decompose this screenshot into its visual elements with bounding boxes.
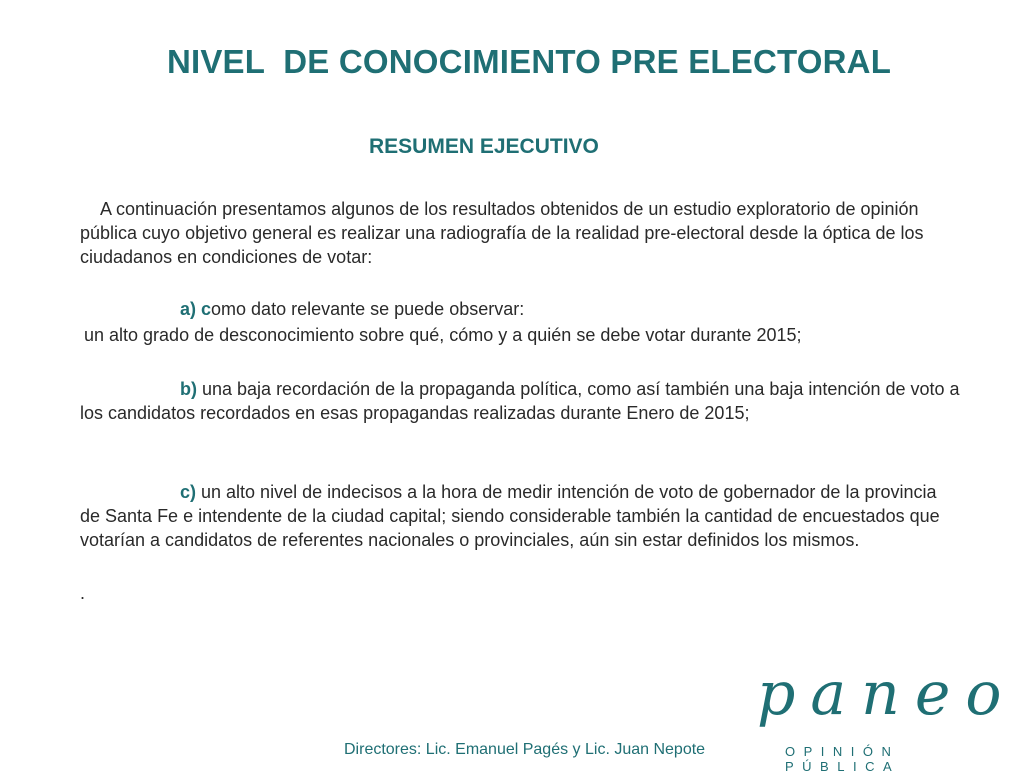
trailing-dot: .	[80, 583, 86, 603]
point-b-text: una baja recordación de la propaganda política, como así también una baja intención de voto a los candidatos recordados en esas propagandas realizadas durante Enero de 2015;	[80, 379, 960, 423]
point-b-paragraph	[80, 377, 960, 425]
point-a-lead-text: omo dato relevante se puede observar:	[211, 299, 525, 319]
paneo-logo-tagline: OPINIÓN PÚBLICA	[785, 744, 901, 774]
point-a-lead	[80, 297, 960, 321]
point-c-text: un alto nivel de indecisos a la hora de medir intención de voto de gobernador de la provincia de Santa Fe e intendente de la ciudad capital; siendo considerable también la cantidad de encuestados que votarían a candidatos de referentes nacionales o provinciales, aún sin estar definidos los mismos.	[80, 482, 940, 550]
intro-paragraph: A continuación presentamos algunos de los resultados obtenidos de un estudio exploratorio de opinión pública cuyo objetivo general es realizar una radiografía de la realidad pre-electoral desde la óptica de los ciudadanos en condiciones de votar:	[80, 199, 924, 267]
point-c-paragraph	[80, 480, 960, 552]
point-a-text: un alto grado de desconocimiento sobre qué, cómo y a quién se debe votar durante 2015;	[84, 325, 802, 345]
point-a-label: a) c	[180, 299, 212, 319]
paneo-logo-wordmark: paneo	[757, 659, 1017, 729]
section-subtitle: RESUMEN EJECUTIVO	[369, 135, 599, 158]
point-c-label: c)	[180, 482, 197, 502]
page-title: NIVEL DE CONOCIMIENTO PRE ELECTORAL	[166, 43, 892, 80]
point-b-label: b)	[180, 379, 197, 399]
directors-footer: Directores: Lic. Emanuel Pagés y Lic. Juan Nepote	[344, 741, 706, 758]
